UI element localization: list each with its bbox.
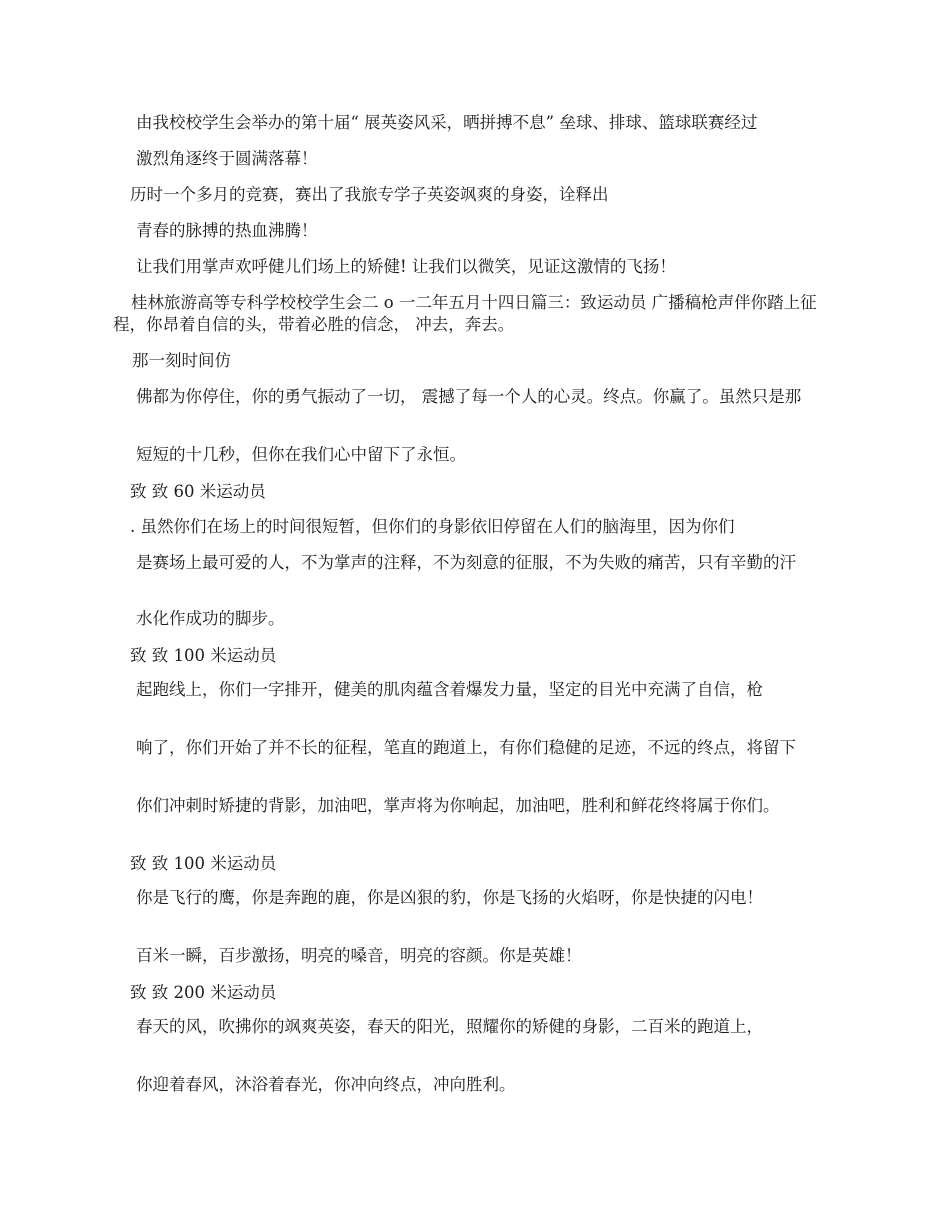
paragraph-block: 是赛场上最可爱的人，不为掌声的注释，不为刻意的征服，不为失败的痛苦，只有辛勤的汗	[136, 553, 796, 572]
paragraph-block: 起跑线上，你们一字排开，健美的肌肉蕴含着爆发力量，坚定的目光中充满了自信，枪	[136, 680, 763, 699]
paragraph-block: 桂林旅游高等专科学校校学生会二 o 一二年五月十四日篇三：致运动员 广播稿枪声伴你踏上征程，你昂着自信的头，带着必胜的信念， 冲去，奔去。	[113, 293, 817, 334]
paragraph-block: 佛都为你停住，你的勇气振动了一切， 震撼了每一个人的心灵。终点。你赢了。虽然只是那	[136, 387, 802, 406]
section-heading: 致 致 60 米运动员	[130, 482, 266, 501]
paragraph-block: 你是飞行的鹰，你是奔跑的鹿，你是凶狠的豹，你是飞扬的火焰呀，你是快捷的闪电！	[136, 888, 763, 907]
paragraph-line: 那一刻时间仿	[132, 351, 231, 370]
section-heading: 致 致 100 米运动员	[130, 854, 277, 873]
paragraph-line: 由我校校学生会举办的第十届“ 展英姿风采，晒拼搏不息” 垒球、排球、篮球联赛经过	[136, 113, 758, 132]
paragraph-line: 激烈角逐终于圆满落幕！	[136, 149, 318, 168]
paragraph-line: 青春的脉搏的热血沸腾！	[136, 221, 318, 240]
section-heading: 致 致 200 米运动员	[130, 983, 277, 1002]
paragraph-line: . 虽然你们在场上的时间很短暂，但你们的身影依旧停留在人们的脑海里，因为你们	[130, 517, 735, 536]
paragraph-line: 百米一瞬，百步激扬，明亮的嗓音，明亮的容颜。你是英雄！	[136, 946, 582, 965]
section-heading: 致 致 100 米运动员	[130, 646, 277, 665]
paragraph-line: 历时一个多月的竞赛，赛出了我旅专学子英姿飒爽的身姿，诠释出	[130, 185, 609, 204]
paragraph-line: 水化作成功的脚步。	[136, 609, 285, 628]
paragraph-block: 春天的风，吹拂你的飒爽英姿，春天的阳光，照耀你的矫健的身影，二百米的跑道上，	[136, 1017, 763, 1036]
paragraph-block: 响了，你们开始了并不长的征程，笔直的跑道上，有你们稳健的足迹，不远的终点，将留下	[136, 738, 796, 757]
paragraph-block: 你们冲刺时矫捷的背影，加油吧，掌声将为你响起，加油吧，胜利和鲜花终将属于你们。	[136, 796, 780, 815]
paragraph-line: 短短的十几秒，但你在我们心中留下了永恒。	[136, 445, 466, 464]
paragraph-line: 你迎着春风，沐浴着春光，你冲向终点，冲向胜利。	[136, 1075, 516, 1094]
paragraph-line: 让我们用掌声欢呼健儿们场上的矫健! 让我们以微笑，见证这激情的飞扬！	[136, 257, 676, 276]
